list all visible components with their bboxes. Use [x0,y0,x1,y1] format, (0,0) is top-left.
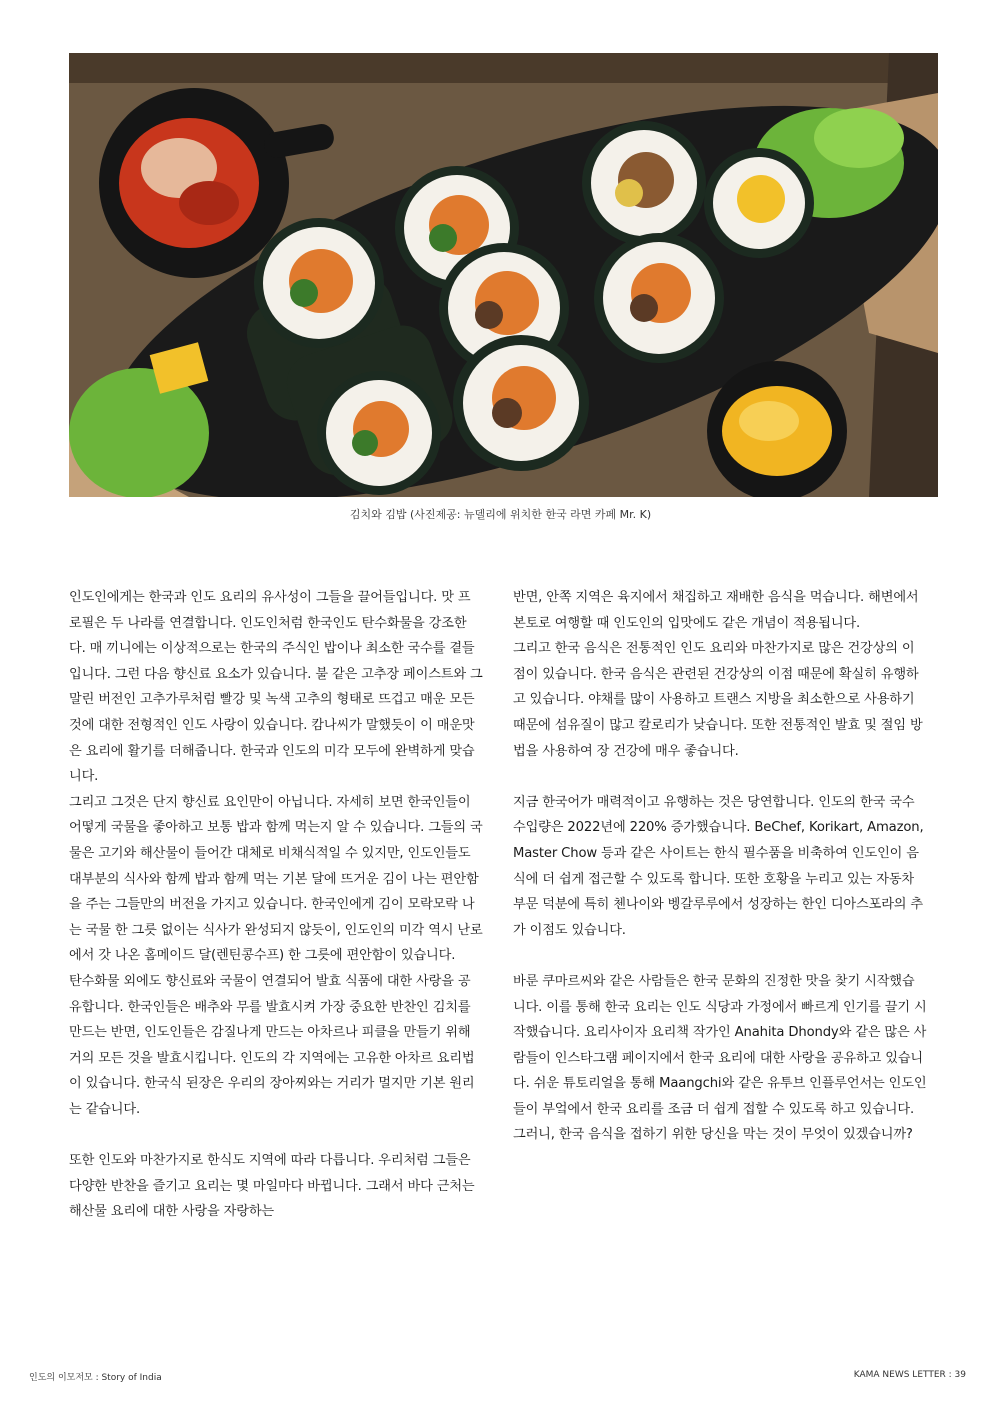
paragraph: 인도인에게는 한국과 인도 요리의 유사성이 그들을 끌어들입니다. 맛 프로필은 두 나라를 연결합니다. 인도인처럼 한국인도 탄수화물을 강조한다. 매 끼니에는 이상적으로는 한국의 주식인 밥이나 최소한 국수를 곁들입니다. 그런 다음 향신료 요소가 있습니다. 불 같은 고추장 페이스트와 그 말린 버전인 고추가루처럼 빨강 및 녹색 고추의 형태로 뜨겁고 매운 모든 것에 대한 전형적인 인도 사랑이 있습니다. 캄나씨가 말했듯이 이 매운맛은 요리에 활기를 더해줍니다. 한국과 인도의 미각 모두에 완벽하게 맞습니다. [69,590,483,785]
article-left-column [69,585,483,1225]
article-right-column [513,585,927,1148]
paragraph: 그리고 그것은 단지 향신료 요인만이 아닙니다. 자세히 보면 한국인들이 어떻게 국물을 좋아하고 보통 밥과 함께 먹는지 알 수 있습니다. 그들의 국물은 고기와 해산물이 들어간 대체로 비채식적일 수 있지만, 인도인들도 대부분의 식사와 함께 밥과 함께 먹는 기본 달에 뜨거운 김이 나는 편안함을 주는 그들만의 버전을 가지고 있습니다. 한국인에게 김이 모락모락 나는 국물 한 그릇 없이는 식사가 완성되지 않듯이, 인도인의 미각 역시 난로에서 갓 나온 홈메이드 달(렌틴콩수프) 한 그릇에 편안함이 있습니다. [69,794,483,964]
paragraph-gap [513,764,927,790]
footer-section-title: 인도의 이모저모 : Story of India [29,1373,162,1383]
paragraph: 바룬 쿠마르씨와 같은 사람들은 한국 문화의 진정한 맛을 찾기 시작했습니다. 이를 통해 한국 요리는 인도 식당과 가정에서 빠르게 인기를 끌기 시작했습니다. 요리사이자 요리책 작가인 Anahita Dhondy와 같은 많은 사람들이 인스타그램 페이지에서 한국 요리에 대한 사랑을 공유하고 있습니다. 쉬운 튜토리얼을 통해 Maangchi와 같은 유투브 인플루언서는 인도인들이 부엌에서 한국 요리를 조금 더 쉽게 접할 수 있도록 하고 있습니다. 그러니, 한국 음식을 접하기 위한 당신을 막는 것이 무엇이 있겠습니까? [513,973,927,1143]
paragraph: 반면, 안쪽 지역은 육지에서 채집하고 재배한 음식을 먹습니다. 해변에서 본토로 여행할 때 인도인의 입맛에도 같은 개념이 적용됩니다. [513,590,919,631]
paragraph-gap [513,943,927,969]
paragraph: 또한 인도와 마찬가지로 한식도 지역에 따라 다릅니다. 우리처럼 그들은 다양한 반찬을 즐기고 요리는 몇 마일마다 바뀝니다. 그래서 바다 근처는 해산물 요리에 대한 사랑을 자랑하는 [69,1153,475,1220]
gimbap-kimchi-photo [69,53,938,497]
paragraph: 탄수화물 외에도 향신료와 국물이 연결되어 발효 식품에 대한 사랑을 공유합니다. 한국인들은 배추와 무를 발효시켜 가장 중요한 반찬인 김치를 만드는 반면, 인도인들은 감질나게 만드는 아차르나 피클을 만들기 위해 거의 모든 것을 발효시킵니다. 인도의 각 지역에는 고유한 아차르 요리법이 있습니다. 한국식 된장은 우리의 장아찌와는 거리가 멀지만 기본 원리는 같습니다. [69,973,475,1117]
paragraph-gap [69,1122,483,1148]
photo-caption: 김치와 김밥 (사진제공: 뉴델리에 위치한 한국 라면 카페 Mr. K) [349,508,652,521]
footer-page-number: KAMA NEWS LETTER : 39 [853,1370,966,1380]
paragraph: 그리고 한국 음식은 전통적인 인도 요리와 마찬가지로 많은 건강상의 이점이 있습니다. 한국 음식은 관련된 건강상의 이점 때문에 확실히 유행하고 있습니다. 야채를 많이 사용하고 트랜스 지방을 최소한으로 사용하기 때문에 섬유질이 많고 칼로리가 낮습니다. 또한 전통적인 발효 및 절임 방법을 사용하여 장 건강에 매우 좋습니다. [513,641,923,759]
paragraph: 지금 한국어가 매력적이고 유행하는 것은 당연합니다. 인도의 한국 국수 수입량은 2022년에 220% 증가했습니다. BeChef, Korikart, Amazon, Master Chow 등과 같은 사이트는 한식 필수품을 비축하여 인도인이 음식에 더 쉽게 접근할 수 있도록 합니다. 또한 호황을 누리고 있는 자동차 부문 덕분에 특히 첸나이와 벵갈루루에서 성장하는 한인 디아스포라의 추가 이점도 있습니다. [513,794,924,938]
